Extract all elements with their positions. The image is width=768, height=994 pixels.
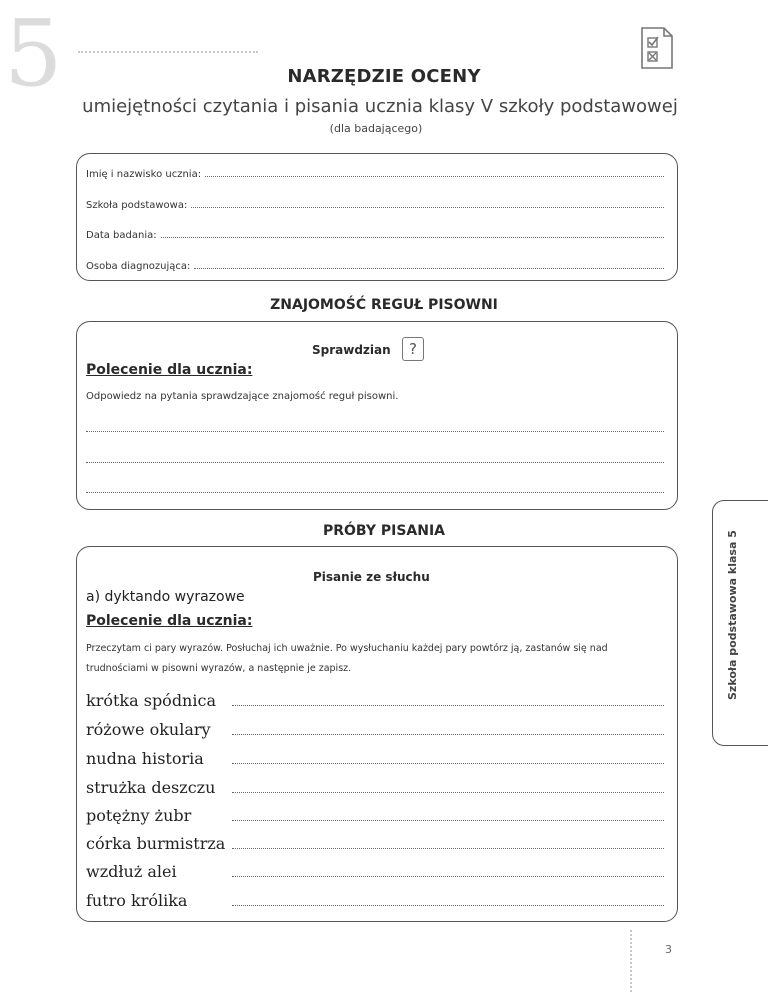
checklist-document-icon [640, 26, 674, 70]
school-label: Szkoła podstawowa: [86, 200, 188, 211]
student-name-label: Imię i nazwisko ucznia: [86, 169, 202, 180]
page-title: NARZĘDZIE OCENY [287, 66, 481, 87]
dictation-row[interactable] [86, 806, 664, 825]
school-field[interactable] [86, 200, 664, 211]
spelling-test-heading: Sprawdzian [312, 343, 391, 357]
instruction-heading-1: Polecenie dla ucznia: [86, 362, 253, 378]
dictation-word: potężny żubr [86, 806, 192, 825]
dictation-word: krótka spódnica [86, 691, 216, 710]
dictation-instruction-line-1: Przeczytam ci pary wyrazów. Posłuchaj ich uważnie. Po wysłuchaniu każdej pary powtórz ją, zastanów się nad [86, 643, 608, 654]
question-mark-icon: ? [402, 337, 424, 361]
side-tab [712, 500, 768, 746]
answer-line[interactable] [86, 461, 664, 463]
dictation-instruction-line-2: trudnościami w pisowni wyrazów, a następnie je zapisz. [86, 663, 352, 674]
instruction-heading-2: Polecenie dla ucznia: [86, 613, 253, 629]
answer-line[interactable] [86, 491, 664, 493]
dictation-row[interactable] [86, 834, 664, 853]
page-subtitle: umiejętności czytania i pisania ucznia klasy V szkoły podstawowej [82, 96, 678, 117]
dictation-row[interactable] [86, 891, 664, 910]
section-spelling-title: ZNAJOMOŚĆ REGUŁ PISOWNI [270, 297, 498, 313]
section-writing-title: PRÓBY PISANIA [322, 523, 445, 539]
examiner-field[interactable] [86, 261, 664, 272]
dictation-word: wzdłuż alei [86, 862, 177, 881]
decorative-dotted-line [78, 51, 258, 53]
dictation-word: strużka deszczu [86, 778, 216, 797]
dictation-row[interactable] [86, 749, 664, 768]
dictation-row[interactable] [86, 691, 664, 710]
chapter-number: 5 [4, 0, 63, 107]
page-number: 3 [665, 943, 672, 956]
decorative-vertical-dots [630, 930, 632, 992]
dictation-word: różowe okulary [86, 720, 211, 739]
page-note: (dla badającego) [329, 122, 423, 135]
dictation-word: futro królika [86, 891, 188, 910]
dictation-word: córka burmistrza [86, 834, 226, 853]
dictation-subsection: a) dyktando wyrazowe [86, 589, 245, 605]
answer-line[interactable] [86, 430, 664, 432]
dictation-row[interactable] [86, 720, 664, 739]
spelling-instruction: Odpowiedz na pytania sprawdzające znajomość reguł pisowni. [86, 391, 399, 402]
dictation-word: nudna historia [86, 749, 204, 768]
date-field[interactable] [86, 230, 664, 241]
examiner-label: Osoba diagnozująca: [86, 261, 191, 272]
date-label: Data badania: [86, 230, 157, 241]
dictation-row[interactable] [86, 778, 664, 797]
dictation-row[interactable] [86, 862, 664, 881]
student-name-field[interactable] [86, 169, 664, 180]
dictation-heading: Pisanie ze słuchu [313, 570, 430, 584]
